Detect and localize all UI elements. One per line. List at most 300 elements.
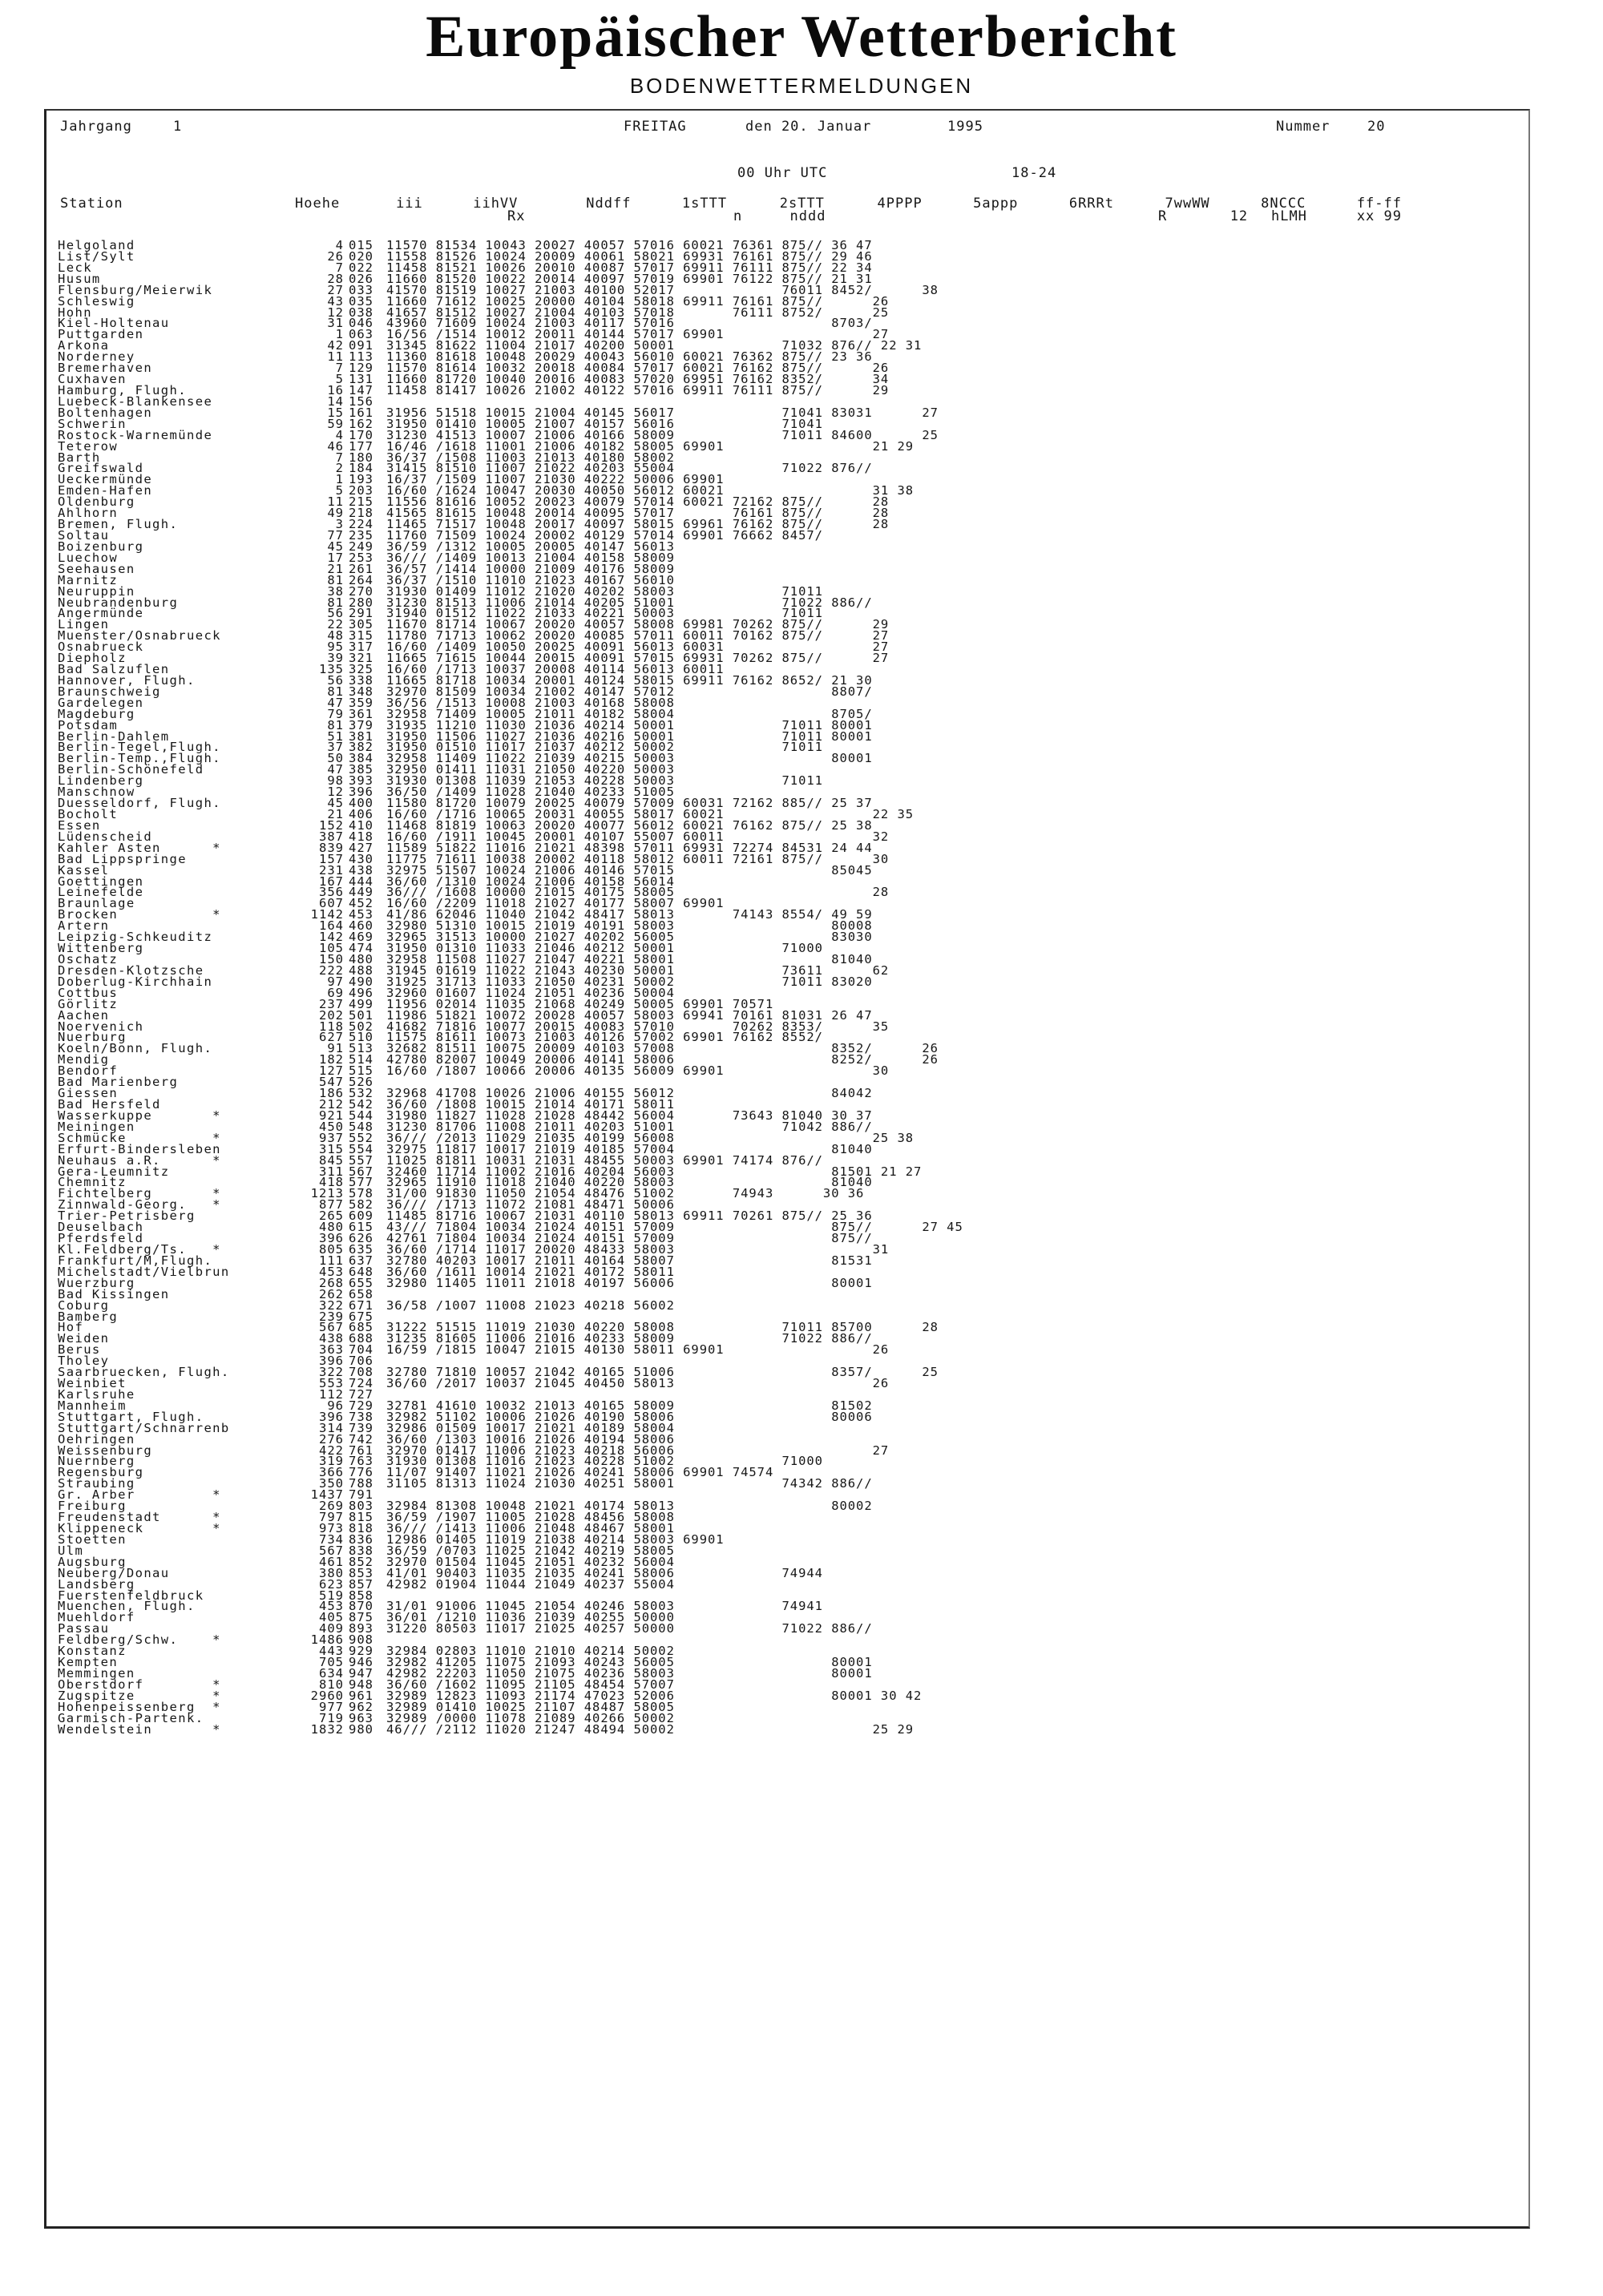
station-groups: 36/60 /1602 11095 21105 48454 57007 — [386, 1677, 675, 1692]
station-index: 706 — [349, 1354, 373, 1369]
station-height: 118 — [319, 1019, 344, 1034]
station-index: 224 — [349, 517, 373, 532]
station-height: 1213 — [310, 1186, 344, 1201]
station-height: 1 — [335, 472, 344, 487]
station-groups: 31230 81513 11006 21014 40205 51001 71022 886// — [386, 595, 873, 610]
station-index: 385 — [349, 762, 373, 777]
station-height: 17 — [327, 550, 344, 565]
station-height: 31 — [327, 316, 344, 331]
station-groups: 31930 01308 11016 21023 40228 51002 71000 — [386, 1454, 823, 1469]
station-name: Berus — [58, 1342, 101, 1358]
station-index: 515 — [349, 1063, 373, 1079]
station-groups: 36/// /1409 10013 21004 40158 58009 — [386, 550, 675, 565]
station-groups: 12986 01405 11019 21038 40214 58003 69901 — [386, 1531, 725, 1547]
station-groups: 41570 81519 10027 21003 40100 52017 76011 8452/ 38 — [386, 282, 939, 297]
station-name: Pferdsfeld — [58, 1231, 144, 1246]
station-height: 350 — [319, 1476, 344, 1491]
station-name: Gera-Leumnitz — [58, 1164, 170, 1179]
station-groups: 31935 11210 11030 21036 40214 50001 71011 80001 — [386, 717, 873, 732]
station-index: 193 — [349, 472, 373, 487]
station-height: 519 — [319, 1588, 344, 1603]
station-index: 046 — [349, 316, 373, 331]
station-name: Meiningen — [58, 1119, 135, 1134]
station-groups: 11465 71517 10048 20017 40097 58015 69961 76162 875// 28 — [386, 517, 890, 532]
station-height: 1486 — [310, 1632, 344, 1648]
station-index: 502 — [349, 1019, 373, 1034]
station-index: 704 — [349, 1342, 373, 1358]
station-groups: 43/// 71804 10034 21024 40151 57009 875// 27 45 — [386, 1220, 963, 1235]
station-groups: 42982 22203 11050 21075 40236 58003 80001 — [386, 1666, 873, 1681]
station-name: Teterow — [58, 438, 119, 454]
station-groups: 31345 81622 11004 21017 40200 50001 71032 876// 22 31 — [386, 338, 923, 353]
station-groups: 11670 81714 10067 20020 40057 58008 69981 70262 875// 29 — [386, 617, 890, 632]
station-height: 322 — [319, 1365, 344, 1380]
station-groups: 32965 31513 10000 21027 40202 56005 83030 — [386, 930, 873, 945]
station-height: 43 — [327, 293, 344, 309]
station-index: 177 — [349, 438, 373, 454]
station-height: 396 — [319, 1409, 344, 1424]
station-groups: 41657 81512 10027 21004 40103 57018 76111 8752/ 25 — [386, 305, 890, 320]
station-groups: 36/58 /1007 11008 21023 40218 56002 — [386, 1297, 675, 1313]
station-name: Muenchen, Flugh. — [58, 1599, 196, 1614]
station-height: 1437 — [310, 1487, 344, 1503]
station-groups: 11956 02014 11035 21068 40249 50005 69901 70571 — [386, 996, 774, 1011]
station-index: 499 — [349, 996, 373, 1011]
station-index: 020 — [349, 248, 373, 264]
station-name: Soltau — [58, 527, 110, 543]
station-height: 7 — [335, 361, 344, 376]
station-height: 567 — [319, 1320, 344, 1335]
station-groups: 32984 02803 11010 21010 40214 50002 — [386, 1644, 675, 1659]
station-groups: 31950 11506 11027 21036 40216 50001 71011 80001 — [386, 728, 873, 744]
station-name: Berlin-Schönefeld — [58, 762, 204, 777]
station-groups: 36/60 /1303 10016 21026 40194 58006 — [386, 1431, 675, 1447]
station-height: 607 — [319, 896, 344, 911]
station-index: 317 — [349, 640, 373, 655]
station-index: 688 — [349, 1331, 373, 1346]
station-groups: 31956 51518 10015 21004 40145 56017 71041 83031 27 — [386, 405, 939, 420]
station-index: 480 — [349, 952, 373, 966]
weekday: FREITAG — [624, 119, 687, 135]
station-height: 164 — [319, 918, 344, 934]
station-index: 261 — [349, 561, 373, 576]
station-index: 685 — [349, 1320, 373, 1335]
station-index: 162 — [349, 416, 373, 431]
station-name: Dresden-Klotzsche — [58, 962, 204, 978]
station-index: 035 — [349, 293, 373, 309]
station-name: Cottbus — [58, 985, 119, 1000]
station-name: Hannover, Flugh. — [58, 672, 196, 688]
nummer-value: 20 — [1367, 119, 1386, 135]
station-height: 167 — [319, 874, 344, 889]
station-height: 152 — [319, 817, 344, 833]
station-groups: 11558 81526 10024 20009 40061 58021 69931 76161 875// 29 46 — [386, 248, 873, 264]
station-height: 142 — [319, 930, 344, 945]
station-height: 311 — [319, 1164, 344, 1179]
station-height: 977 — [319, 1699, 344, 1714]
station-groups: 32982 51102 10006 21026 40190 58006 80006 — [386, 1409, 873, 1424]
station-height: 7 — [335, 260, 344, 275]
station-groups: 36/// /2013 11029 21035 40199 56008 25 38 — [386, 1130, 915, 1145]
station-height: 56 — [327, 606, 344, 621]
station-groups: 16/60 /1713 10037 20008 40114 56013 60011 — [386, 662, 725, 677]
station-index: 739 — [349, 1420, 373, 1435]
station-index: 321 — [349, 651, 373, 666]
station-index: 577 — [349, 1175, 373, 1190]
station-name: Ahlhorn — [58, 506, 119, 521]
station-index: 635 — [349, 1241, 373, 1257]
station-height: 627 — [319, 1030, 344, 1045]
station-index: 026 — [349, 271, 373, 286]
station-index: 675 — [349, 1309, 373, 1324]
station-name: Bremen, Flugh. — [58, 517, 179, 532]
station-groups: 32984 81308 10048 21021 40174 58013 80002 — [386, 1499, 873, 1514]
col-iihvv-sub: Rx — [507, 208, 526, 224]
station-name: Braunlage — [58, 896, 135, 911]
station-name: Bad Kissingen — [58, 1286, 170, 1301]
station-groups: 31/00 91830 11050 21054 48476 51002 74943 30 36 — [386, 1186, 865, 1201]
station-index: 382 — [349, 740, 373, 755]
station-index: 264 — [349, 572, 373, 587]
station-height: 96 — [327, 1398, 344, 1413]
station-groups: 16/56 /1514 10012 20011 40144 57017 69901 27 — [386, 327, 890, 342]
station-name: Luebeck-Blankensee — [58, 393, 213, 409]
station-height: 38 — [327, 583, 344, 599]
col-1sttt-sub: n — [733, 208, 743, 224]
station-height: 719 — [319, 1710, 344, 1725]
station-height: 79 — [327, 706, 344, 721]
col-iii: iii — [396, 196, 423, 212]
station-index: 761 — [349, 1443, 373, 1458]
station-height: 5 — [335, 483, 344, 498]
station-height: 182 — [319, 1052, 344, 1067]
station-index: 729 — [349, 1398, 373, 1413]
station-groups: 41/01 90403 11035 21035 40241 58006 74944 — [386, 1565, 823, 1580]
col-7wwww: 7wwWW — [1165, 196, 1210, 212]
col-8nccc: 8NCCC — [1261, 196, 1306, 212]
station-index: 129 — [349, 361, 373, 376]
station-height: 839 — [319, 840, 344, 855]
station-index: 738 — [349, 1409, 373, 1424]
station-index: 803 — [349, 1499, 373, 1514]
station-height: 50 — [327, 751, 344, 766]
station-height: 91 — [327, 1041, 344, 1056]
station-name: Weinbiet — [58, 1376, 127, 1391]
station-groups: 36/37 /1510 11010 21023 40167 56010 — [386, 572, 675, 587]
station-height: 634 — [319, 1666, 344, 1681]
station-name: Wittenberg — [58, 941, 144, 956]
station-height: 11 — [327, 494, 344, 510]
station-name: Klippeneck * — [58, 1521, 221, 1536]
station-name: Barth — [58, 450, 101, 465]
station-index: 156 — [349, 393, 373, 409]
station-name: Boltenhagen — [58, 405, 153, 420]
station-groups: 11780 71713 10062 20020 40085 57011 60011 70162 875// 27 — [386, 628, 890, 644]
station-name: Koeln/Bonn, Flugh. — [58, 1041, 213, 1056]
station-name: Emden-Hafen — [58, 483, 153, 498]
station-groups: 32980 51310 10015 21019 40191 58003 80008 — [386, 918, 873, 934]
station-height: 567 — [319, 1543, 344, 1558]
station-index: 637 — [349, 1253, 373, 1268]
station-height: 7 — [335, 450, 344, 465]
station-groups: 31220 80503 11017 21025 40257 50000 71022 886// — [386, 1621, 873, 1636]
station-index: 554 — [349, 1141, 373, 1156]
station-groups: 11468 81819 10063 20020 40077 56012 60021 76162 875// 25 38 — [386, 817, 873, 833]
station-index: 469 — [349, 930, 373, 945]
station-name: Karlsruhe — [58, 1386, 135, 1402]
station-index: 379 — [349, 717, 373, 732]
station-groups: 31235 81605 11006 21016 40233 58009 71022 886// — [386, 1331, 873, 1346]
col-nddff: Nddff — [586, 196, 632, 212]
station-groups: 32986 01509 10017 21021 40189 58004 — [386, 1420, 675, 1435]
station-height: 150 — [319, 952, 344, 966]
station-height: 1142 — [310, 907, 344, 922]
station-height: 450 — [319, 1119, 344, 1134]
station-height: 5 — [335, 372, 344, 387]
station-index: 615 — [349, 1220, 373, 1235]
station-groups: 16/60 /2209 11018 21027 40177 58007 69901 — [386, 896, 725, 911]
station-groups: 41682 71816 10077 20015 40083 57010 70262 8353/ 35 — [386, 1019, 890, 1034]
station-groups: 31105 81313 11024 21030 40251 58001 74342 886// — [386, 1476, 873, 1491]
station-name: Diepholz — [58, 651, 127, 666]
station-index: 218 — [349, 506, 373, 521]
station-groups: 16/60 /1409 10050 20025 40091 56013 60031 27 — [386, 640, 890, 655]
station-height: 418 — [319, 1175, 344, 1190]
station-index: 514 — [349, 1052, 373, 1067]
station-name: Neuberg/Donau — [58, 1565, 170, 1580]
station-groups: 31980 11827 11028 21028 48442 56004 73643 81040 30 37 — [386, 1108, 873, 1123]
station-height: 48 — [327, 628, 344, 644]
station-name: Stuttgart, Flugh. — [58, 1409, 204, 1424]
station-index: 235 — [349, 527, 373, 543]
col-6rrrt-sub: R — [1157, 208, 1168, 224]
station-groups: 36/59 /1312 10005 20005 40147 56013 — [386, 539, 675, 554]
station-name: Magdeburg — [58, 706, 135, 721]
station-groups: 11660 81720 10040 20016 40083 57020 69951 76162 8352/ 34 — [386, 372, 890, 387]
station-groups: 36/60 /1611 10014 21021 40172 58011 — [386, 1264, 675, 1279]
station-index: 147 — [349, 382, 373, 397]
station-name: Oldenburg — [58, 494, 135, 510]
station-index: 488 — [349, 962, 373, 978]
station-groups: 36/// /1413 11006 21048 48467 58001 — [386, 1521, 675, 1536]
station-name: Leinefelde — [58, 885, 144, 900]
station-name: Mannheim — [58, 1398, 127, 1413]
station-groups: 11458 81521 10026 20010 40087 57017 69911 76111 875// 22 34 — [386, 260, 873, 275]
station-groups: 31222 51515 11019 21030 40220 58008 71011 85700 28 — [386, 1320, 939, 1335]
station-height: 59 — [327, 416, 344, 431]
station-groups: 43960 71609 10024 21003 40117 57016 8703/ — [386, 316, 873, 331]
station-groups: 11458 81417 10026 21002 40122 57016 69911 76111 875// 29 — [386, 382, 890, 397]
station-height: 212 — [319, 1096, 344, 1112]
station-groups: 32989 01410 10025 21107 48487 58005 — [386, 1699, 675, 1714]
station-groups: 32460 11714 11002 21016 40204 56003 81501 21 27 — [386, 1164, 923, 1179]
station-name: Oehringen — [58, 1431, 135, 1447]
station-index: 836 — [349, 1531, 373, 1547]
station-name: Schleswig — [58, 293, 135, 309]
station-index: 393 — [349, 773, 373, 789]
station-index: 453 — [349, 907, 373, 922]
station-groups: 16/60 /1624 10047 20030 40050 56012 60021 31 38 — [386, 483, 915, 498]
station-groups: 36/37 /1508 11003 21013 40180 58002 — [386, 450, 675, 465]
station-index: 626 — [349, 1231, 373, 1246]
station-index: 400 — [349, 796, 373, 811]
station-name: Freiburg — [58, 1499, 127, 1514]
station-name: Garmisch-Partenk. — [58, 1710, 204, 1725]
station-name: Ulm — [58, 1543, 84, 1558]
station-index: 852 — [349, 1554, 373, 1569]
station-name: Deuselbach — [58, 1220, 144, 1235]
station-index: 315 — [349, 628, 373, 644]
station-groups: 11760 71509 10024 20002 40129 57014 69901 76662 8457/ — [386, 527, 823, 543]
station-height: 805 — [319, 1241, 344, 1257]
station-name: Boizenburg — [58, 539, 144, 554]
station-index: 567 — [349, 1164, 373, 1179]
station-name: Augsburg — [58, 1554, 127, 1569]
station-index: 544 — [349, 1108, 373, 1123]
station-groups: 42780 82007 10049 20006 40141 58006 8252/ 26 — [386, 1052, 939, 1067]
station-name: Trier-Petrisberg — [58, 1209, 196, 1224]
station-height: 15 — [327, 405, 344, 420]
station-height: 22 — [327, 617, 344, 632]
station-index: 870 — [349, 1599, 373, 1614]
station-index: 396 — [349, 785, 373, 800]
station-groups: 11660 71612 10025 20000 40104 58018 69911 76161 875// 26 — [386, 293, 890, 309]
station-name: Norderney — [58, 349, 135, 365]
station-name: Oberstdorf * — [58, 1677, 221, 1692]
station-index: 452 — [349, 896, 373, 911]
station-name: Nuernberg — [58, 1454, 135, 1469]
station-name: Braunschweig — [58, 684, 161, 699]
station-name: Stuttgart/Schnarrenb — [58, 1420, 230, 1435]
station-name: Osnabrueck — [58, 640, 144, 655]
station-groups: 11775 71611 10038 20002 40118 58012 60011 72161 875// 30 — [386, 851, 890, 866]
station-height: 396 — [319, 1354, 344, 1369]
station-groups: 32989 12823 11093 21174 47023 52006 80001 30 42 — [386, 1688, 923, 1703]
station-name: Neuruppin — [58, 583, 135, 599]
station-height: 81 — [327, 684, 344, 699]
station-name: Leck — [58, 260, 92, 275]
station-groups: 36/60 /1808 10015 21014 40171 58011 — [386, 1096, 675, 1112]
station-index: 348 — [349, 684, 373, 699]
station-height: 12 — [327, 305, 344, 320]
station-name: Neubrandenburg — [58, 595, 179, 610]
station-index: 203 — [349, 483, 373, 498]
page-title: Europäischer Wetterbericht — [426, 4, 1177, 70]
station-index: 948 — [349, 1677, 373, 1692]
station-name: Hohenpeissenberg * — [58, 1699, 221, 1714]
station-groups: 11570 81534 10043 20027 40057 57016 60021 76361 875// 36 47 — [386, 238, 873, 252]
station-index: 474 — [349, 941, 373, 956]
station-height: 112 — [319, 1386, 344, 1402]
station-name: Greifswald — [58, 461, 144, 476]
station-name: Mendig — [58, 1052, 110, 1067]
station-index: 788 — [349, 1476, 373, 1491]
station-height: 262 — [319, 1286, 344, 1301]
station-name: Bremerhaven — [58, 361, 153, 376]
col-station: Station — [60, 196, 123, 212]
station-groups: 32989 /0000 11078 21089 40266 50002 — [386, 1710, 675, 1725]
station-groups: 32970 01417 11006 21023 40218 56006 27 — [386, 1443, 890, 1458]
station-index: 727 — [349, 1386, 373, 1402]
station-height: 623 — [319, 1576, 344, 1592]
col-7wwww-sub: 12 — [1230, 208, 1249, 224]
station-index: 526 — [349, 1075, 373, 1090]
station-height: 315 — [319, 1141, 344, 1156]
station-name: Ueckermünde — [58, 472, 153, 487]
station-index: 015 — [349, 238, 373, 252]
station-index: 359 — [349, 695, 373, 710]
station-name: Straubing — [58, 1476, 135, 1491]
station-groups: 36/50 /1409 11028 21040 40233 51005 — [386, 785, 675, 800]
station-name: Fichtelberg * — [58, 1186, 221, 1201]
station-height: 51 — [327, 728, 344, 744]
station-index: 724 — [349, 1376, 373, 1391]
report-year: 1995 — [947, 119, 983, 135]
station-height: 45 — [327, 796, 344, 811]
station-height: 705 — [319, 1655, 344, 1670]
station-index: 444 — [349, 874, 373, 889]
station-height: 47 — [327, 762, 344, 777]
station-name: Brocken * — [58, 907, 221, 922]
station-height: 12 — [327, 785, 344, 800]
station-name: List/Sylt — [58, 248, 135, 264]
station-name: Wendelstein * — [58, 1721, 221, 1737]
station-index: 962 — [349, 1699, 373, 1714]
station-groups: 16/59 /1815 10047 21015 40130 58011 69901 26 — [386, 1342, 890, 1358]
station-index: 460 — [349, 918, 373, 934]
station-height: 363 — [319, 1342, 344, 1358]
station-name: Giessen — [58, 1086, 119, 1101]
station-name: Feldberg/Schw. * — [58, 1632, 221, 1648]
station-height: 1832 — [310, 1721, 344, 1737]
station-index: 908 — [349, 1632, 373, 1648]
station-index: 161 — [349, 405, 373, 420]
station-height: 453 — [319, 1264, 344, 1279]
station-groups: 32975 11817 10017 21019 40185 57004 81040 — [386, 1141, 873, 1156]
station-index: 430 — [349, 851, 373, 866]
station-height: 14 — [327, 393, 344, 409]
station-name: Berlin-Tegel,Flugh. — [58, 740, 221, 755]
jahrgang-label: Jahrgang — [60, 119, 132, 135]
station-name: Marnitz — [58, 572, 119, 587]
station-name: Fuerstenfeldbruck — [58, 1588, 204, 1603]
station-groups: 46/// /2112 11020 21247 48494 50002 25 29 — [386, 1721, 915, 1737]
station-index: 893 — [349, 1621, 373, 1636]
station-height: 547 — [319, 1075, 344, 1090]
station-groups: 11556 81616 10052 20023 40079 57014 60021 72162 875// 28 — [386, 494, 890, 510]
station-height: 186 — [319, 1086, 344, 1101]
station-index: 946 — [349, 1655, 373, 1670]
station-groups: 11660 81520 10022 20014 40097 57019 69901 76122 875// 21 31 — [386, 271, 873, 286]
station-height: 366 — [319, 1465, 344, 1480]
station-groups: 32958 11409 11022 21039 40215 50003 80001 — [386, 751, 873, 766]
station-name: Memmingen — [58, 1666, 135, 1681]
station-groups: 41/86 62046 11040 21042 48417 58013 74143 8554/ 49 59 — [386, 907, 873, 922]
station-name: Kassel — [58, 862, 110, 878]
station-height: 937 — [319, 1130, 344, 1145]
station-height: 2960 — [310, 1688, 344, 1703]
station-height: 438 — [319, 1331, 344, 1346]
page-subtitle: BODENWETTERMELDUNGEN — [629, 74, 974, 98]
station-groups: 31945 01619 11022 21043 40230 50001 73611 62 — [386, 962, 890, 978]
station-groups: 31950 01410 10005 21007 40157 56016 71041 — [386, 416, 823, 431]
station-index: 929 — [349, 1644, 373, 1659]
station-name: Schwerin — [58, 416, 127, 431]
station-height: 77 — [327, 527, 344, 543]
station-height: 268 — [319, 1275, 344, 1290]
station-groups: 32958 11508 11027 21047 40221 58001 81040 — [386, 952, 873, 966]
station-height: 231 — [319, 862, 344, 878]
